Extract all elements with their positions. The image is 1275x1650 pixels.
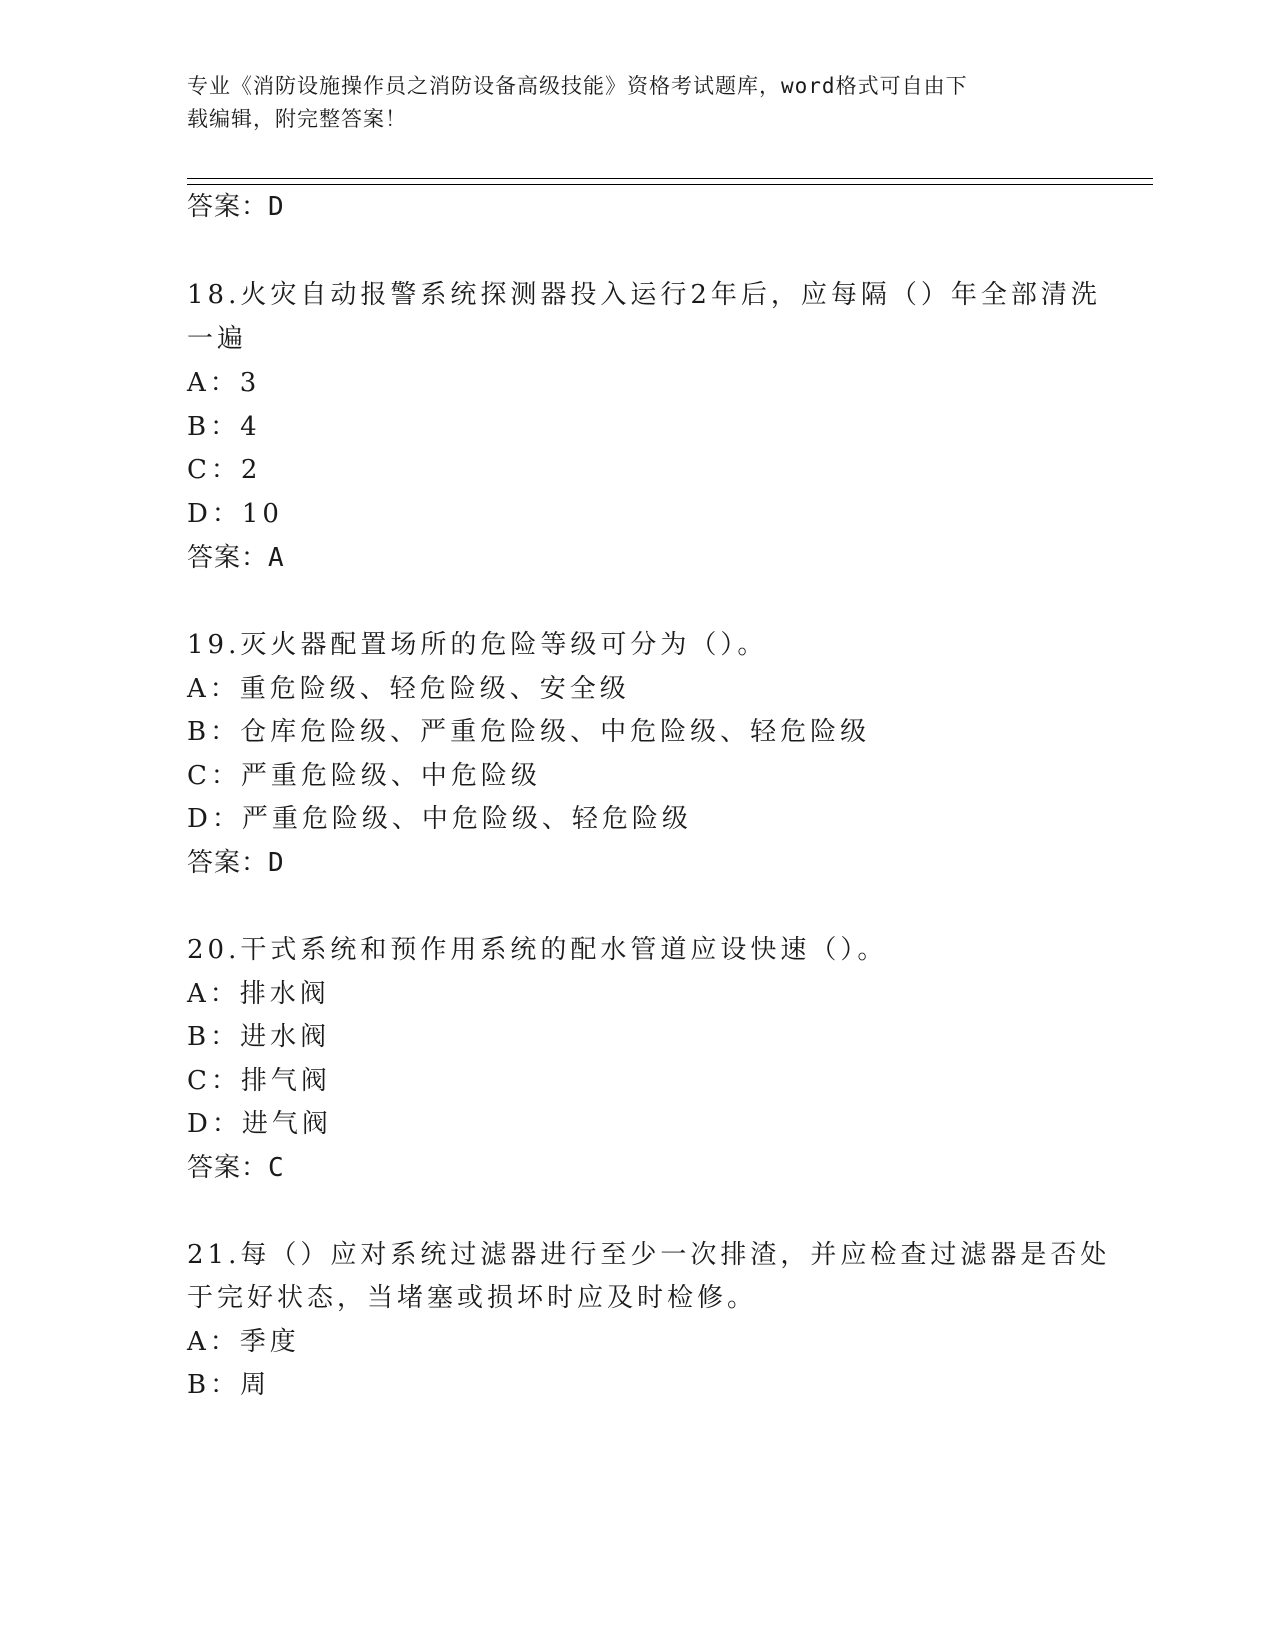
question-18-option-b: B：4 [187,412,261,442]
question-20-stem: 20.干式系统和预作用系统的配水管道应设快速（）。 [187,935,888,965]
question-20-answer: 答案：C [187,1153,285,1183]
question-21-option-b: B：周 [187,1370,271,1400]
header-divider [187,178,1153,185]
question-20-option-b: B：进水阀 [187,1022,331,1052]
question-18-answer: 答案：A [187,543,285,573]
question-20-option-a: A：排水阀 [187,979,330,1009]
header-line-1: 专业《消防设施操作员之消防设备高级技能》资格考试题库，word格式可自由下 [187,74,968,98]
question-18-option-d: D：10 [187,499,283,529]
question-21-option-a: A：季度 [187,1327,300,1357]
previous-answer: 答案：D [187,192,285,222]
question-19-option-a: A：重危险级、轻危险级、安全级 [187,674,630,704]
question-21-stem: 21.每（）应对系统过滤器进行至少一次排渣，并应检查过滤器是否处 [187,1240,1111,1270]
question-18-option-c: C：2 [187,455,262,485]
question-19-stem: 19.灭火器配置场所的危险等级可分为（）。 [187,630,768,660]
question-20-option-d: D：进气阀 [187,1109,332,1139]
question-19-option-b: B：仓库危险级、严重危险级、中危险级、轻危险级 [187,717,871,747]
question-18-option-a: A：3 [187,368,261,398]
question-19-option-d: D：严重危险级、中危险级、轻危险级 [187,804,692,834]
question-18-stem-cont: 一遍 [187,324,248,354]
question-19-answer: 答案：D [187,848,285,878]
question-20-option-c: C：排气阀 [187,1066,331,1096]
header-line-2: 载编辑，附完整答案！ [187,107,407,131]
question-18-stem: 18.火灾自动报警系统探测器投入运行2年后，应每隔（）年全部清洗 [187,280,1101,310]
question-19-option-c: C：严重危险级、中危险级 [187,761,541,791]
document-header [187,70,1087,136]
question-21-stem-cont: 于完好状态，当堵塞或损坏时应及时检修。 [187,1283,758,1313]
